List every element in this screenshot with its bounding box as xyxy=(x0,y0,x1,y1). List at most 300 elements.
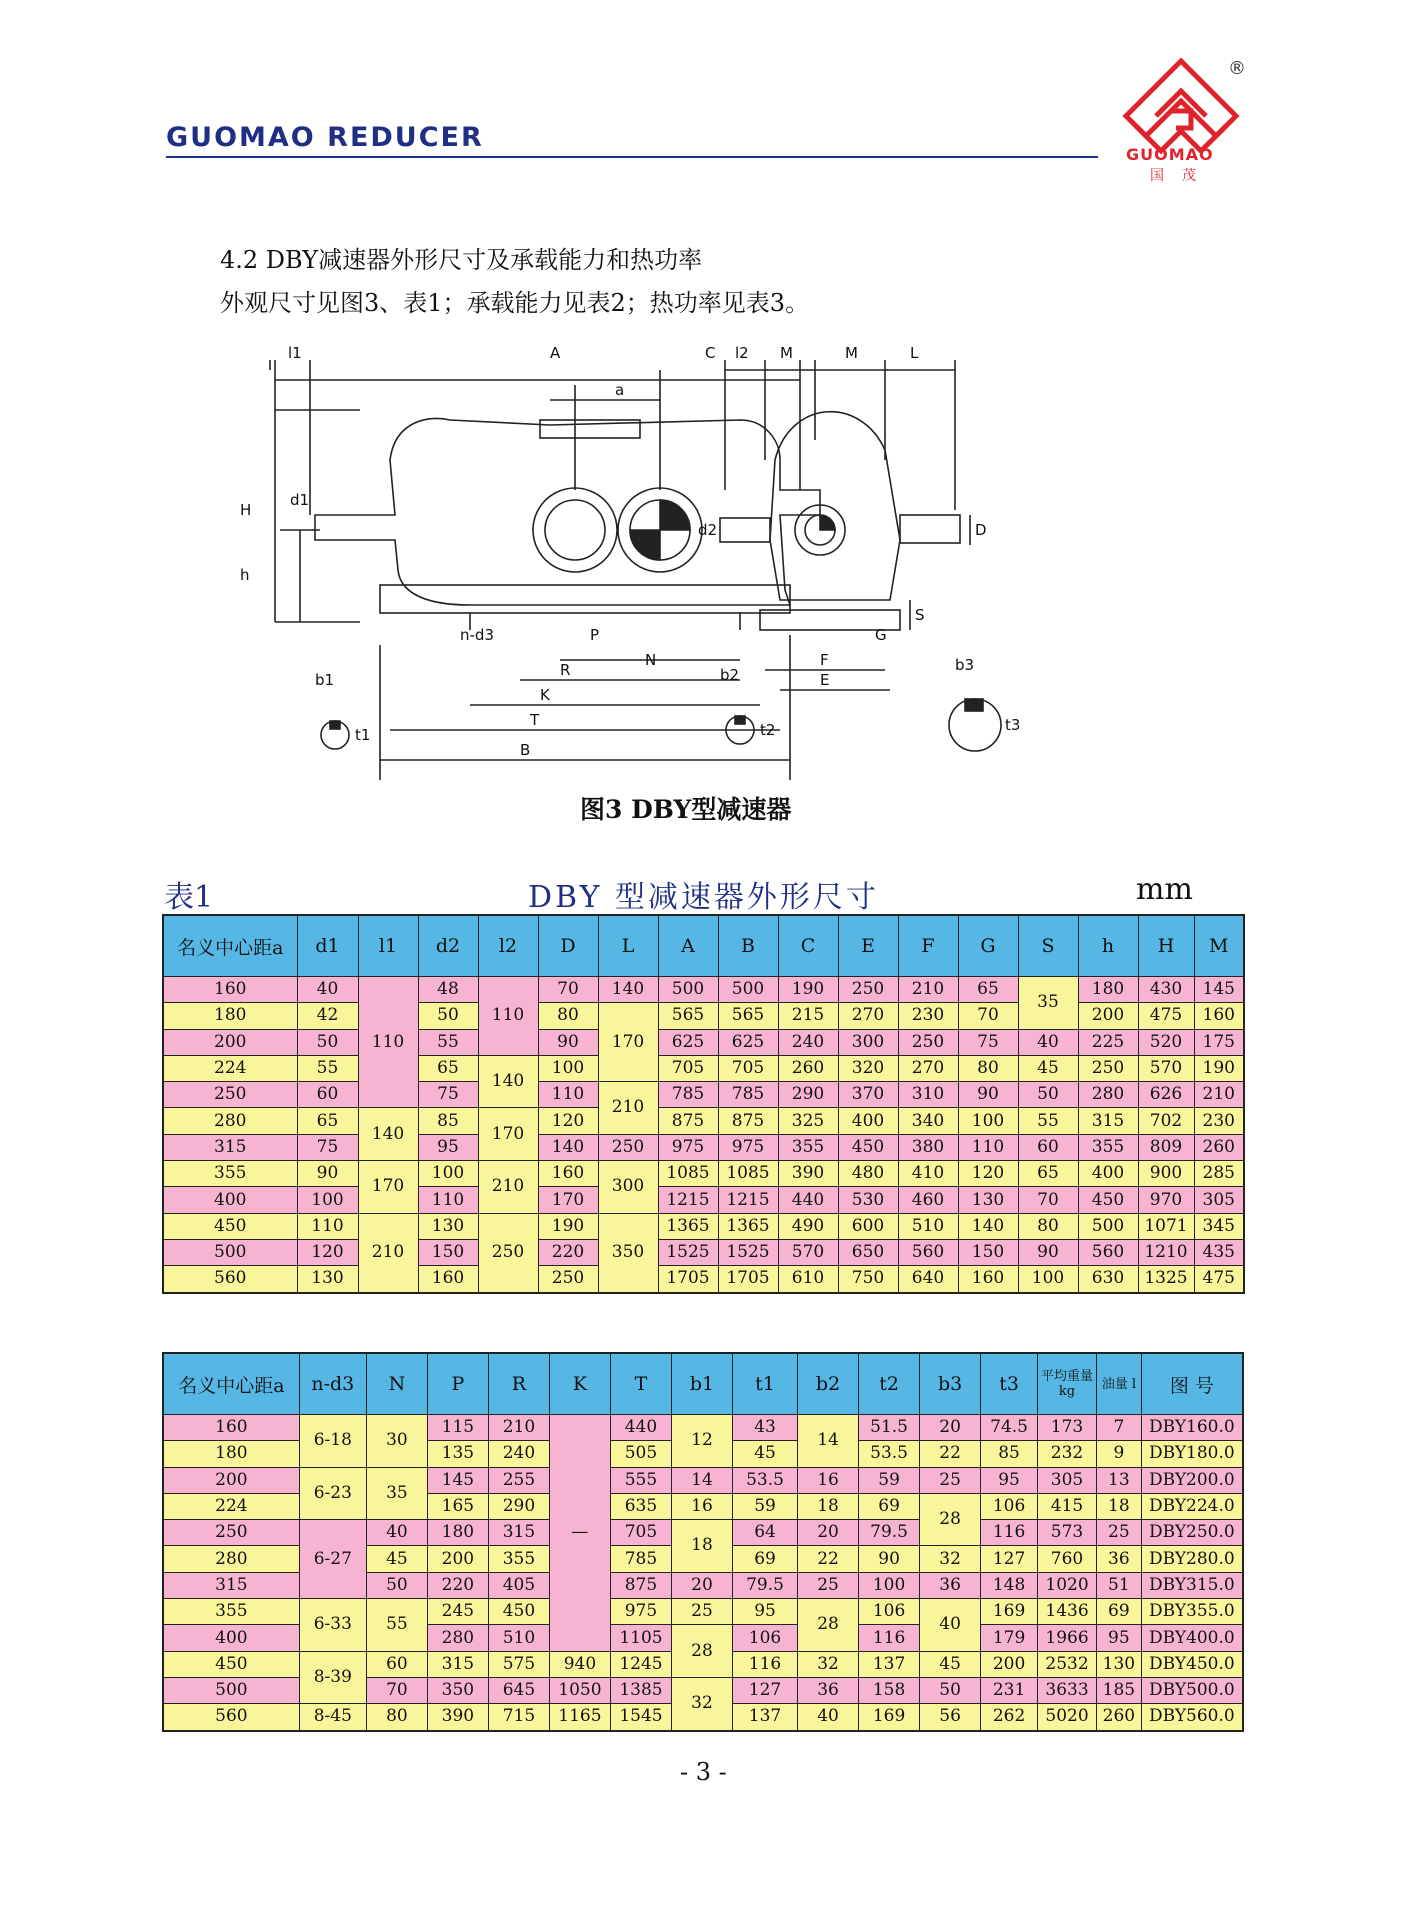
table-cell: 140 xyxy=(958,1213,1018,1239)
table-cell: 230 xyxy=(1194,1108,1244,1134)
table-cell: 570 xyxy=(1138,1055,1194,1081)
table-cell: 18 xyxy=(671,1520,732,1573)
table-cell: 6-18 xyxy=(299,1415,366,1468)
label-d2: d2 xyxy=(698,521,718,539)
table-cell: 210 xyxy=(1194,1082,1244,1108)
table-cell: 380 xyxy=(898,1134,958,1160)
label-M2: M xyxy=(845,344,858,362)
table2-header-12: t3 xyxy=(981,1353,1038,1415)
table-cell: 1085 xyxy=(658,1161,718,1187)
table-cell: 25 xyxy=(798,1572,859,1598)
table-cell: 635 xyxy=(610,1493,671,1519)
table-cell: 140 xyxy=(478,1055,538,1108)
table-cell: 9 xyxy=(1097,1441,1142,1467)
table-cell: 110 xyxy=(297,1213,358,1239)
label-B: B xyxy=(520,741,531,759)
table-cell: 262 xyxy=(981,1704,1038,1731)
reducer-drawing xyxy=(220,340,1180,780)
table-cell: 116 xyxy=(732,1651,797,1677)
table-cell: 1215 xyxy=(718,1187,778,1213)
label-L: L xyxy=(910,344,919,362)
table-cell: 875 xyxy=(658,1108,718,1134)
table-cell: 40 xyxy=(297,977,358,1003)
table-cell: 16 xyxy=(798,1467,859,1493)
table-cell: 40 xyxy=(366,1520,427,1546)
table2-header-13: 平均重量 kg xyxy=(1038,1353,1097,1415)
table2-header-6: T xyxy=(610,1353,671,1415)
table-cell: 53.5 xyxy=(859,1441,920,1467)
label-R: R xyxy=(560,661,571,679)
table1-label: 表1 xyxy=(164,880,214,915)
table1-header-12: G xyxy=(958,915,1018,977)
table-cell: 60 xyxy=(1018,1134,1078,1160)
table-row xyxy=(163,1029,1244,1055)
table2-header-9: b2 xyxy=(798,1353,859,1415)
table-cell: 1525 xyxy=(658,1239,718,1265)
table-cell: 50 xyxy=(1018,1082,1078,1108)
table-cell: 315 xyxy=(1078,1108,1138,1134)
table-cell: 500 xyxy=(658,977,718,1003)
table1-header-row xyxy=(163,915,1244,977)
table-cell: 36 xyxy=(920,1572,981,1598)
table-cell: 115 xyxy=(427,1415,488,1441)
table-cell: 240 xyxy=(488,1441,549,1467)
table-row xyxy=(163,1599,1243,1625)
table-cell: 565 xyxy=(658,1003,718,1029)
table-cell: 210 xyxy=(358,1213,418,1292)
table-cell: 8-39 xyxy=(299,1651,366,1704)
table-cell: 150 xyxy=(958,1239,1018,1265)
table-cell: 51 xyxy=(1097,1572,1142,1598)
table-cell: 140 xyxy=(358,1108,418,1161)
table-row xyxy=(163,1055,1244,1081)
table-cell: 340 xyxy=(898,1108,958,1134)
label-b3: b3 xyxy=(955,656,975,674)
table-cell: 130 xyxy=(418,1213,478,1239)
table-cell: 555 xyxy=(610,1467,671,1493)
table-cell: 65 xyxy=(418,1055,478,1081)
table1-header-14: h xyxy=(1078,915,1138,977)
table-cell: 80 xyxy=(958,1055,1018,1081)
logo-text: GUOMAO xyxy=(1126,145,1214,164)
table-cell: 785 xyxy=(658,1082,718,1108)
table1-header-11: F xyxy=(898,915,958,977)
table-cell: 70 xyxy=(538,977,598,1003)
label-b1: b1 xyxy=(315,671,335,689)
table-cell: 106 xyxy=(732,1625,797,1651)
table1-header-0: 名义中心距a xyxy=(163,915,297,977)
table-cell: 300 xyxy=(598,1161,658,1214)
table-cell: 180 xyxy=(163,1003,297,1029)
table-cell: 90 xyxy=(1018,1239,1078,1265)
table-cell: 70 xyxy=(958,1003,1018,1029)
table-cell: 450 xyxy=(488,1599,549,1625)
table-cell: 650 xyxy=(838,1239,898,1265)
table-cell: 1365 xyxy=(718,1213,778,1239)
table-cell: 200 xyxy=(981,1651,1038,1677)
table-cell: 640 xyxy=(898,1266,958,1293)
table-cell: 255 xyxy=(488,1467,549,1493)
table-cell: 36 xyxy=(798,1677,859,1703)
table-cell: 59 xyxy=(859,1467,920,1493)
table2-header-7: b1 xyxy=(671,1353,732,1415)
table-cell: 975 xyxy=(610,1599,671,1625)
table-cell: 36 xyxy=(1097,1546,1142,1572)
table-cell: 190 xyxy=(538,1213,598,1239)
registered-mark: ® xyxy=(1228,58,1246,79)
table-cell: 610 xyxy=(778,1266,838,1293)
table-cell: 100 xyxy=(958,1108,1018,1134)
table-row xyxy=(163,977,1244,1003)
logo-chinese: 国茂 xyxy=(1150,168,1214,184)
label-F: F xyxy=(820,651,829,669)
table-cell: 12 xyxy=(671,1415,732,1468)
table-cell: DBY315.0 xyxy=(1141,1572,1243,1598)
table-cell: 22 xyxy=(920,1441,981,1467)
table-cell: 390 xyxy=(427,1704,488,1731)
table1-header-2: l1 xyxy=(358,915,418,977)
table-cell: 1365 xyxy=(658,1213,718,1239)
table-row xyxy=(163,1415,1243,1441)
table-cell: 95 xyxy=(1097,1625,1142,1651)
table-cell: 200 xyxy=(1078,1003,1138,1029)
table-cell: 315 xyxy=(163,1134,297,1160)
table-cell: 180 xyxy=(1078,977,1138,1003)
table-cell: 55 xyxy=(1018,1108,1078,1134)
table-cell: 505 xyxy=(610,1441,671,1467)
table-cell: 64 xyxy=(732,1520,797,1546)
table-cell: 1245 xyxy=(610,1651,671,1677)
table-cell: 6-33 xyxy=(299,1599,366,1652)
table-cell: 290 xyxy=(778,1082,838,1108)
table-cell: 450 xyxy=(838,1134,898,1160)
table-cell: 315 xyxy=(488,1520,549,1546)
table-row xyxy=(163,1082,1244,1108)
table-cell: 90 xyxy=(958,1082,1018,1108)
table-cell: 53.5 xyxy=(732,1467,797,1493)
table-cell: 51.5 xyxy=(859,1415,920,1441)
table-cell: 190 xyxy=(778,977,838,1003)
table-cell: 500 xyxy=(1078,1213,1138,1239)
table-cell: 702 xyxy=(1138,1108,1194,1134)
table-cell: 6-23 xyxy=(299,1467,366,1520)
table-cell: 50 xyxy=(297,1029,358,1055)
table1-header-1: d1 xyxy=(297,915,358,977)
table-cell: 210 xyxy=(478,1161,538,1214)
table-cell: 975 xyxy=(718,1134,778,1160)
table-cell: DBY160.0 xyxy=(1141,1415,1243,1441)
table-cell: 100 xyxy=(1018,1266,1078,1293)
table-cell: 1085 xyxy=(718,1161,778,1187)
table-cell: 1071 xyxy=(1138,1213,1194,1239)
table-cell: 560 xyxy=(1078,1239,1138,1265)
table1-header-4: l2 xyxy=(478,915,538,977)
table-cell: 315 xyxy=(427,1651,488,1677)
table-cell: 1165 xyxy=(549,1704,610,1731)
table-cell: 59 xyxy=(732,1493,797,1519)
table-cell: 510 xyxy=(898,1213,958,1239)
table1-header-3: d2 xyxy=(418,915,478,977)
table-cell: 75 xyxy=(958,1029,1018,1055)
table-cell: 435 xyxy=(1194,1239,1244,1265)
table-cell: 79.5 xyxy=(859,1520,920,1546)
table-cell: 565 xyxy=(718,1003,778,1029)
table1-header-7: A xyxy=(658,915,718,977)
table-cell: 110 xyxy=(958,1134,1018,1160)
table-row xyxy=(163,1003,1244,1029)
table2-header-10: t2 xyxy=(859,1353,920,1415)
section-heading: 4.2 DBY减速器外形尺寸及承载能力和热功率 xyxy=(220,246,703,274)
housing-outline xyxy=(315,418,820,605)
table-cell: 450 xyxy=(1078,1187,1138,1213)
table-cell: 400 xyxy=(163,1187,297,1213)
table-cell: 185 xyxy=(1097,1677,1142,1703)
table1-title: DBY 型减速器外形尺寸 xyxy=(528,880,879,915)
table-cell: 440 xyxy=(610,1415,671,1441)
table-cell: 40 xyxy=(798,1704,859,1731)
table-cell: 305 xyxy=(1194,1187,1244,1213)
table-cell: 240 xyxy=(778,1029,838,1055)
table-cell: 500 xyxy=(718,977,778,1003)
table-cell: DBY355.0 xyxy=(1141,1599,1243,1625)
table-cell: 705 xyxy=(658,1055,718,1081)
table-cell: 127 xyxy=(981,1546,1038,1572)
table-cell: 250 xyxy=(163,1520,299,1546)
table-cell: 170 xyxy=(358,1161,418,1214)
table-cell: 180 xyxy=(427,1520,488,1546)
table-cell: 520 xyxy=(1138,1029,1194,1055)
table2-header-1: n-d3 xyxy=(299,1353,366,1415)
table-cell: 35 xyxy=(1018,977,1078,1030)
table-cell: 355 xyxy=(488,1546,549,1572)
table-cell: 3633 xyxy=(1038,1677,1097,1703)
table1-header-5: D xyxy=(538,915,598,977)
table-cell: 215 xyxy=(778,1003,838,1029)
table2-header-4: R xyxy=(488,1353,549,1415)
table-cell: 70 xyxy=(366,1677,427,1703)
table-cell: 69 xyxy=(732,1546,797,1572)
table-cell: 5020 xyxy=(1038,1704,1097,1731)
label-P: P xyxy=(590,626,600,644)
table-cell: 200 xyxy=(163,1467,299,1493)
table-cell: 30 xyxy=(366,1415,427,1468)
table-cell: 390 xyxy=(778,1161,838,1187)
table1-header-16: M xyxy=(1194,915,1244,977)
table-row xyxy=(163,1108,1244,1134)
label-H: H xyxy=(240,501,252,519)
table-cell: 500 xyxy=(163,1677,299,1703)
table-cell: 245 xyxy=(427,1599,488,1625)
table-cell: 79.5 xyxy=(732,1572,797,1598)
table-cell: DBY400.0 xyxy=(1141,1625,1243,1651)
table-cell: 50 xyxy=(920,1677,981,1703)
table-cell: 1105 xyxy=(610,1625,671,1651)
label-t3: t3 xyxy=(1005,716,1021,734)
table-cell: 230 xyxy=(898,1003,958,1029)
label-h: h xyxy=(240,566,250,584)
table-cell: 110 xyxy=(418,1187,478,1213)
table-cell: 350 xyxy=(427,1677,488,1703)
label-A: A xyxy=(550,344,561,362)
table-cell: 785 xyxy=(610,1546,671,1572)
table-cell: 270 xyxy=(838,1003,898,1029)
figure-caption: 图3 DBY型减速器 xyxy=(580,795,792,824)
table-cell: 116 xyxy=(981,1520,1038,1546)
table-cell: 355 xyxy=(778,1134,838,1160)
table-cell: 1525 xyxy=(718,1239,778,1265)
table-cell: 120 xyxy=(538,1108,598,1134)
table-cell: 345 xyxy=(1194,1213,1244,1239)
side-housing xyxy=(770,412,900,600)
table-cell: 175 xyxy=(1194,1029,1244,1055)
table1-header-8: B xyxy=(718,915,778,977)
table-cell: 231 xyxy=(981,1677,1038,1703)
table-cell: 224 xyxy=(163,1055,297,1081)
table-cell: 28 xyxy=(798,1599,859,1652)
table-cell: 250 xyxy=(838,977,898,1003)
table-cell: 750 xyxy=(838,1266,898,1293)
table-cell: 165 xyxy=(427,1493,488,1519)
table-cell: 400 xyxy=(163,1625,299,1651)
table-cell: 315 xyxy=(163,1572,299,1598)
table-cell: 250 xyxy=(898,1029,958,1055)
label-d1: d1 xyxy=(290,491,310,509)
table1-unit: mm xyxy=(1136,872,1193,907)
table-cell: 260 xyxy=(1194,1134,1244,1160)
table-cell: 260 xyxy=(778,1055,838,1081)
table-cell: 1385 xyxy=(610,1677,671,1703)
table-cell: 85 xyxy=(418,1108,478,1134)
table-row xyxy=(163,1134,1244,1160)
table-cell: 450 xyxy=(163,1651,299,1677)
table-cell: 74.5 xyxy=(981,1415,1038,1441)
table-cell: 55 xyxy=(418,1029,478,1055)
table-cell: 260 xyxy=(1097,1704,1142,1731)
table-cell: 95 xyxy=(981,1467,1038,1493)
table-cell: 355 xyxy=(1078,1134,1138,1160)
table-cell: 280 xyxy=(163,1546,299,1572)
table-cell: 250 xyxy=(598,1134,658,1160)
table-row xyxy=(163,1467,1243,1493)
table-cell: 20 xyxy=(671,1572,732,1598)
table-cell: 320 xyxy=(838,1055,898,1081)
table-cell: 14 xyxy=(798,1415,859,1468)
table-cell: 100 xyxy=(859,1572,920,1598)
table-cell: 970 xyxy=(1138,1187,1194,1213)
brand-title: GUOMAO REDUCER xyxy=(166,122,484,153)
table-cell: 95 xyxy=(732,1599,797,1625)
table-cell: 127 xyxy=(732,1677,797,1703)
table-cell: 69 xyxy=(1097,1599,1142,1625)
table-cell: 325 xyxy=(778,1108,838,1134)
table2-header-15: 图 号 xyxy=(1141,1353,1243,1415)
table-cell: 160 xyxy=(163,977,297,1003)
table-cell: 170 xyxy=(598,1003,658,1082)
table-cell: 65 xyxy=(958,977,1018,1003)
table-cell: 475 xyxy=(1138,1003,1194,1029)
table-cell: 573 xyxy=(1038,1520,1097,1546)
table-cell: 160 xyxy=(538,1161,598,1187)
table-cell: 43 xyxy=(732,1415,797,1441)
table-cell: 180 xyxy=(163,1441,299,1467)
table-cell: 232 xyxy=(1038,1441,1097,1467)
table-cell: DBY500.0 xyxy=(1141,1677,1243,1703)
table-cell: 90 xyxy=(538,1029,598,1055)
table-cell: 80 xyxy=(538,1003,598,1029)
table-cell: 106 xyxy=(981,1493,1038,1519)
table-cell: 32 xyxy=(798,1651,859,1677)
table-cell: 160 xyxy=(163,1415,299,1441)
table-cell: 75 xyxy=(418,1082,478,1108)
table-cell: 75 xyxy=(297,1134,358,1160)
label-K: K xyxy=(540,686,550,704)
table-cell: 28 xyxy=(920,1493,981,1546)
table-cell: 280 xyxy=(427,1625,488,1651)
table-cell: 179 xyxy=(981,1625,1038,1651)
table-cell: 45 xyxy=(732,1441,797,1467)
table-cell: 310 xyxy=(898,1082,958,1108)
label-G: G xyxy=(875,626,887,644)
table-cell: 32 xyxy=(920,1546,981,1572)
table-cell: 70 xyxy=(1018,1187,1078,1213)
table-cell: 250 xyxy=(478,1213,538,1292)
table-cell: 210 xyxy=(598,1082,658,1135)
table-cell: 475 xyxy=(1194,1266,1244,1293)
table-cell: 1436 xyxy=(1038,1599,1097,1625)
table-cell: 65 xyxy=(297,1108,358,1134)
label-t2: t2 xyxy=(760,721,776,739)
table-cell: 18 xyxy=(1097,1493,1142,1519)
table-cell: 415 xyxy=(1038,1493,1097,1519)
table-row xyxy=(163,1520,1243,1546)
table-cell: DBY180.0 xyxy=(1141,1441,1243,1467)
label-N: N xyxy=(645,651,657,669)
table-cell: 370 xyxy=(838,1082,898,1108)
table-cell: 69 xyxy=(859,1493,920,1519)
table-cell: 570 xyxy=(778,1239,838,1265)
table-cell: 169 xyxy=(859,1704,920,1731)
table-cell: 1020 xyxy=(1038,1572,1097,1598)
table-cell: 350 xyxy=(598,1213,658,1292)
table-cell: 35 xyxy=(366,1467,427,1520)
table-cell: 280 xyxy=(163,1108,297,1134)
table-cell: 715 xyxy=(488,1704,549,1731)
table-cell: 430 xyxy=(1138,977,1194,1003)
table-cell: 210 xyxy=(898,977,958,1003)
page-number: - 3 - xyxy=(680,1758,727,1786)
table-cell: 440 xyxy=(778,1187,838,1213)
dimension-table-2 xyxy=(162,1352,1244,1732)
table-cell: 560 xyxy=(163,1704,299,1731)
table-cell: 95 xyxy=(418,1134,478,1160)
table-cell: 25 xyxy=(1097,1520,1142,1546)
table-cell: 150 xyxy=(418,1239,478,1265)
table-cell: 80 xyxy=(1018,1213,1078,1239)
table-row xyxy=(163,1266,1244,1293)
table-cell: 130 xyxy=(958,1187,1018,1213)
table-cell: 100 xyxy=(538,1055,598,1081)
table-cell: 28 xyxy=(671,1625,732,1678)
table-cell: 490 xyxy=(778,1213,838,1239)
table-cell: 48 xyxy=(418,977,478,1003)
table-cell: 116 xyxy=(859,1625,920,1651)
table-cell: 560 xyxy=(898,1239,958,1265)
table-cell: 60 xyxy=(366,1651,427,1677)
table-cell: 22 xyxy=(798,1546,859,1572)
table-cell: 975 xyxy=(658,1134,718,1160)
table-cell: 140 xyxy=(598,977,658,1003)
table-cell: 626 xyxy=(1138,1082,1194,1108)
